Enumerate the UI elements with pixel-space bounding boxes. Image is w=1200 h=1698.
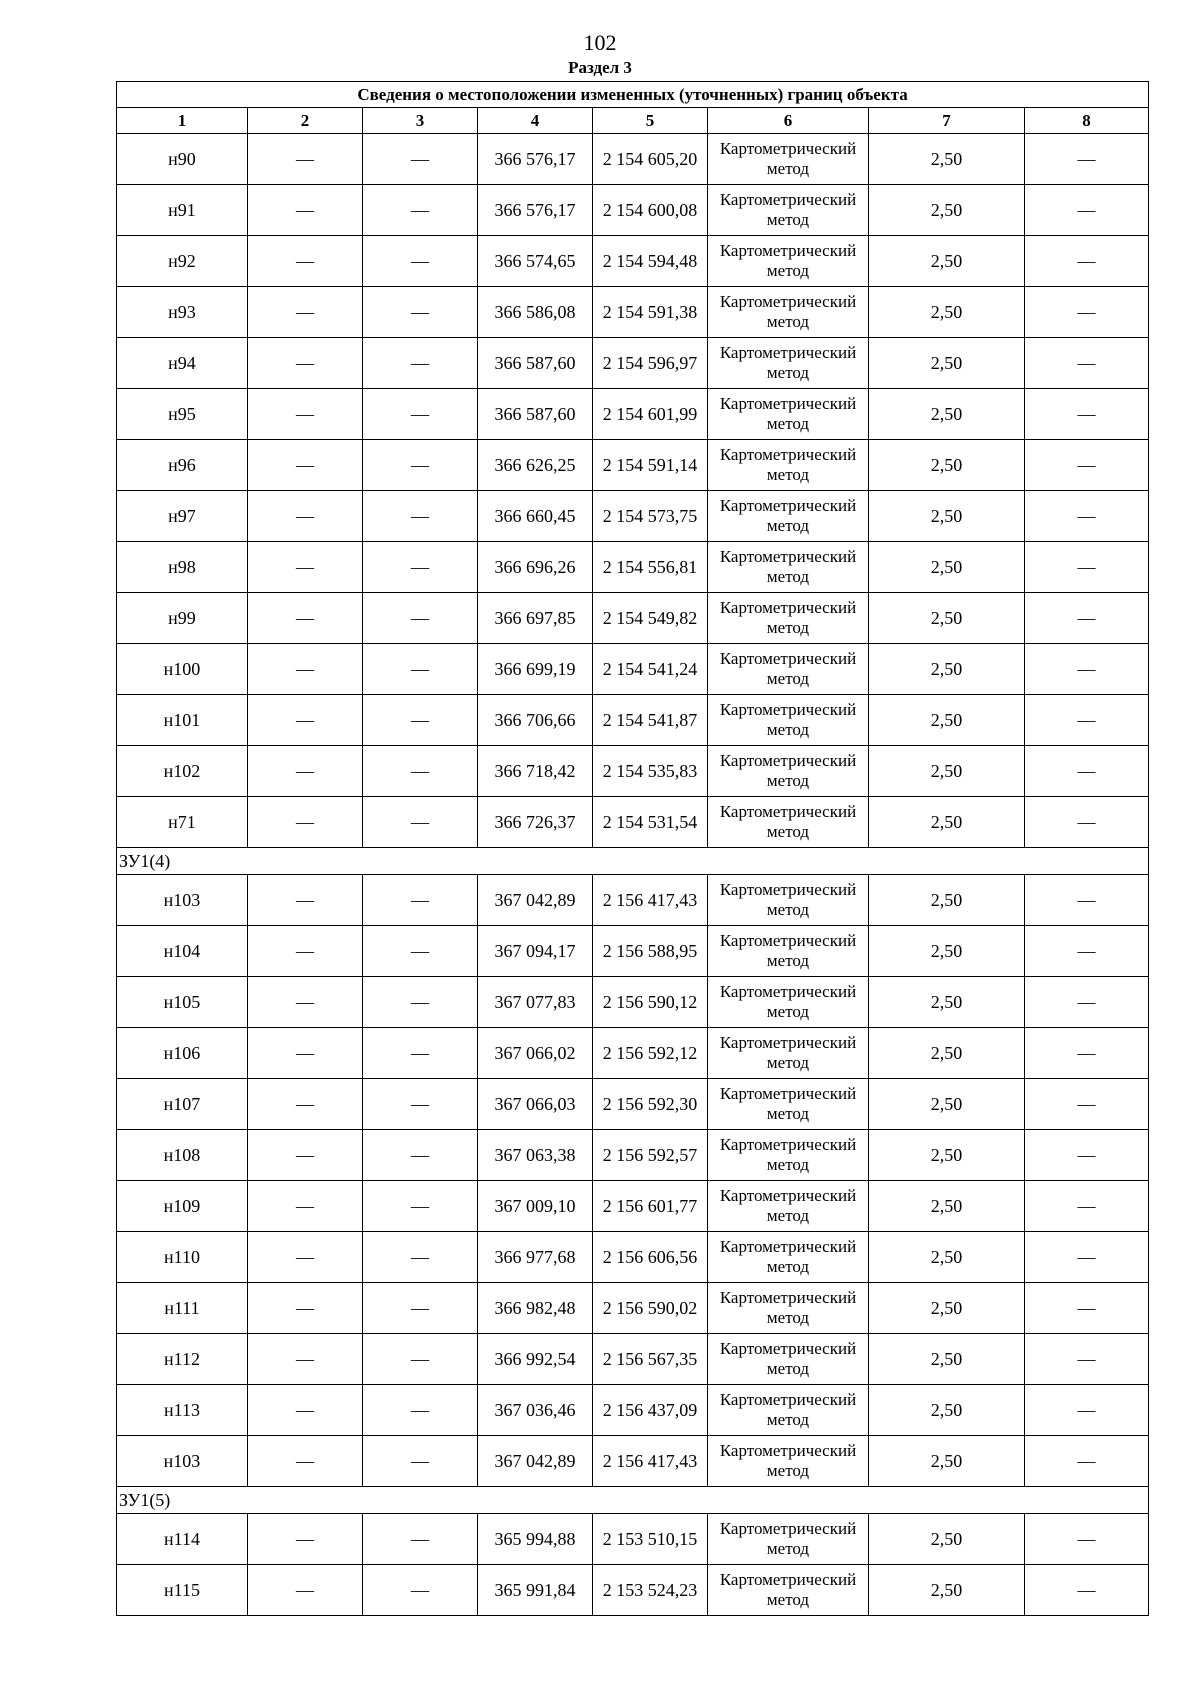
col2-cell: — [248,1283,363,1334]
point-name-cell: н102 [117,746,248,797]
point-name-cell: н110 [117,1232,248,1283]
y-coordinate-cell: 2 154 549,82 [593,593,708,644]
table-row [117,1181,1149,1232]
table-row [117,695,1149,746]
col3-cell: — [363,338,478,389]
method-cell: Картометрический метод [708,1130,869,1181]
accuracy-cell: 2,50 [869,926,1025,977]
group-label: ЗУ1(5) [117,1487,1149,1514]
col2-cell: — [248,1334,363,1385]
table-row [117,593,1149,644]
y-coordinate-cell: 2 154 596,97 [593,338,708,389]
y-coordinate-cell: 2 154 605,20 [593,134,708,185]
x-coordinate-cell: 366 576,17 [478,185,593,236]
y-coordinate-cell: 2 154 531,54 [593,797,708,848]
method-cell: Картометрический метод [708,875,869,926]
col3-cell: — [363,695,478,746]
group-label: ЗУ1(4) [117,848,1149,875]
col8-cell: — [1025,593,1149,644]
point-name-cell: н98 [117,542,248,593]
y-coordinate-cell: 2 154 556,81 [593,542,708,593]
col8-cell: — [1025,542,1149,593]
col2-cell: — [248,1514,363,1565]
col2-cell: — [248,797,363,848]
col8-cell: — [1025,926,1149,977]
table-caption-row [117,82,1149,108]
point-name-cell: н106 [117,1028,248,1079]
col8-cell: — [1025,185,1149,236]
method-cell: Картометрический метод [708,236,869,287]
point-name-cell: н99 [117,593,248,644]
accuracy-cell: 2,50 [869,1385,1025,1436]
col2-cell: — [248,977,363,1028]
col2-cell: — [248,1028,363,1079]
col2-cell: — [248,236,363,287]
accuracy-cell: 2,50 [869,1028,1025,1079]
accuracy-cell: 2,50 [869,1334,1025,1385]
accuracy-cell: 2,50 [869,1436,1025,1487]
col8-cell: — [1025,1283,1149,1334]
col8-cell: — [1025,1514,1149,1565]
point-name-cell: н115 [117,1565,248,1616]
col2-cell: — [248,593,363,644]
accuracy-cell: 2,50 [869,1232,1025,1283]
table-row [117,1436,1149,1487]
table-row [117,1079,1149,1130]
col2-cell: — [248,1079,363,1130]
boundary-coordinates-table [116,81,1149,1616]
col3-cell: — [363,926,478,977]
col3-cell: — [363,440,478,491]
method-cell: Картометрический метод [708,977,869,1028]
accuracy-cell: 2,50 [869,542,1025,593]
method-cell: Картометрический метод [708,1385,869,1436]
y-coordinate-cell: 2 154 535,83 [593,746,708,797]
method-cell: Картометрический метод [708,1079,869,1130]
col3-cell: — [363,593,478,644]
accuracy-cell: 2,50 [869,593,1025,644]
method-cell: Картометрический метод [708,134,869,185]
col3-cell: — [363,236,478,287]
method-cell: Картометрический метод [708,797,869,848]
method-cell: Картометрический метод [708,695,869,746]
col3-cell: — [363,1565,478,1616]
point-name-cell: н90 [117,134,248,185]
table-row [117,1334,1149,1385]
y-coordinate-cell: 2 154 541,24 [593,644,708,695]
col8-cell: — [1025,644,1149,695]
x-coordinate-cell: 367 042,89 [478,875,593,926]
col8-cell: — [1025,797,1149,848]
col8-cell: — [1025,1385,1149,1436]
y-coordinate-cell: 2 153 524,23 [593,1565,708,1616]
col2-cell: — [248,134,363,185]
point-name-cell: н107 [117,1079,248,1130]
point-name-cell: н94 [117,338,248,389]
table-row [117,236,1149,287]
accuracy-cell: 2,50 [869,1079,1025,1130]
point-name-cell: н93 [117,287,248,338]
x-coordinate-cell: 366 574,65 [478,236,593,287]
method-cell: Картометрический метод [708,644,869,695]
y-coordinate-cell: 2 156 606,56 [593,1232,708,1283]
table-row [117,440,1149,491]
method-cell: Картометрический метод [708,926,869,977]
x-coordinate-cell: 367 066,02 [478,1028,593,1079]
col2-cell: — [248,1130,363,1181]
y-coordinate-cell: 2 156 417,43 [593,1436,708,1487]
y-coordinate-cell: 2 156 590,12 [593,977,708,1028]
table-row [117,542,1149,593]
group-header-row [117,848,1149,875]
x-coordinate-cell: 366 626,25 [478,440,593,491]
x-coordinate-cell: 366 982,48 [478,1283,593,1334]
x-coordinate-cell: 367 042,89 [478,1436,593,1487]
col3-cell: — [363,1514,478,1565]
col8-cell: — [1025,1130,1149,1181]
y-coordinate-cell: 2 156 437,09 [593,1385,708,1436]
col3-cell: — [363,1232,478,1283]
col2-cell: — [248,185,363,236]
point-name-cell: н91 [117,185,248,236]
y-coordinate-cell: 2 156 592,57 [593,1130,708,1181]
col8-cell: — [1025,491,1149,542]
col8-cell: — [1025,746,1149,797]
accuracy-cell: 2,50 [869,1130,1025,1181]
col2-cell: — [248,1232,363,1283]
accuracy-cell: 2,50 [869,1514,1025,1565]
col8-cell: — [1025,440,1149,491]
accuracy-cell: 2,50 [869,287,1025,338]
y-coordinate-cell: 2 156 590,02 [593,1283,708,1334]
method-cell: Картометрический метод [708,1436,869,1487]
point-name-cell: н103 [117,1436,248,1487]
accuracy-cell: 2,50 [869,1283,1025,1334]
col3-cell: — [363,287,478,338]
accuracy-cell: 2,50 [869,440,1025,491]
column-number: 2 [248,108,363,134]
col2-cell: — [248,491,363,542]
x-coordinate-cell: 366 586,08 [478,287,593,338]
x-coordinate-cell: 366 587,60 [478,338,593,389]
y-coordinate-cell: 2 156 592,12 [593,1028,708,1079]
accuracy-cell: 2,50 [869,797,1025,848]
point-name-cell: н71 [117,797,248,848]
col2-cell: — [248,746,363,797]
col3-cell: — [363,1385,478,1436]
accuracy-cell: 2,50 [869,977,1025,1028]
table-row [117,875,1149,926]
col8-cell: — [1025,977,1149,1028]
point-name-cell: н109 [117,1181,248,1232]
table-row [117,287,1149,338]
point-name-cell: н108 [117,1130,248,1181]
col8-cell: — [1025,1334,1149,1385]
table-row [117,338,1149,389]
col2-cell: — [248,542,363,593]
y-coordinate-cell: 2 154 600,08 [593,185,708,236]
table-row [117,644,1149,695]
accuracy-cell: 2,50 [869,389,1025,440]
x-coordinate-cell: 367 066,03 [478,1079,593,1130]
point-name-cell: н96 [117,440,248,491]
method-cell: Картометрический метод [708,1514,869,1565]
accuracy-cell: 2,50 [869,236,1025,287]
col2-cell: — [248,389,363,440]
col2-cell: — [248,287,363,338]
group-header-row [117,1487,1149,1514]
accuracy-cell: 2,50 [869,875,1025,926]
accuracy-cell: 2,50 [869,134,1025,185]
table-row [117,1130,1149,1181]
accuracy-cell: 2,50 [869,746,1025,797]
x-coordinate-cell: 366 587,60 [478,389,593,440]
page-number: 102 [583,30,617,55]
y-coordinate-cell: 2 154 573,75 [593,491,708,542]
col2-cell: — [248,695,363,746]
y-coordinate-cell: 2 156 592,30 [593,1079,708,1130]
method-cell: Картометрический метод [708,593,869,644]
col2-cell: — [248,926,363,977]
col2-cell: — [248,338,363,389]
y-coordinate-cell: 2 156 417,43 [593,875,708,926]
column-number: 3 [363,108,478,134]
table-row [117,389,1149,440]
point-name-cell: н100 [117,644,248,695]
column-number: 6 [708,108,869,134]
col2-cell: — [248,875,363,926]
accuracy-cell: 2,50 [869,695,1025,746]
col8-cell: — [1025,1079,1149,1130]
method-cell: Картометрический метод [708,287,869,338]
col3-cell: — [363,134,478,185]
method-cell: Картометрический метод [708,542,869,593]
x-coordinate-cell: 367 077,83 [478,977,593,1028]
col3-cell: — [363,1130,478,1181]
col2-cell: — [248,1436,363,1487]
x-coordinate-cell: 366 726,37 [478,797,593,848]
method-cell: Картометрический метод [708,389,869,440]
accuracy-cell: 2,50 [869,338,1025,389]
accuracy-cell: 2,50 [869,644,1025,695]
x-coordinate-cell: 366 660,45 [478,491,593,542]
col3-cell: — [363,746,478,797]
accuracy-cell: 2,50 [869,1181,1025,1232]
col3-cell: — [363,1436,478,1487]
col2-cell: — [248,1565,363,1616]
point-name-cell: н105 [117,977,248,1028]
point-name-cell: н113 [117,1385,248,1436]
method-cell: Картометрический метод [708,746,869,797]
accuracy-cell: 2,50 [869,1565,1025,1616]
section-title: Раздел 3 [568,58,632,77]
method-cell: Картометрический метод [708,1565,869,1616]
accuracy-cell: 2,50 [869,185,1025,236]
col3-cell: — [363,1283,478,1334]
col3-cell: — [363,977,478,1028]
col3-cell: — [363,1334,478,1385]
x-coordinate-cell: 366 696,26 [478,542,593,593]
col2-cell: — [248,1385,363,1436]
col2-cell: — [248,440,363,491]
method-cell: Картометрический метод [708,1232,869,1283]
method-cell: Картометрический метод [708,1028,869,1079]
y-coordinate-cell: 2 154 591,38 [593,287,708,338]
y-coordinate-cell: 2 156 588,95 [593,926,708,977]
col2-cell: — [248,1181,363,1232]
y-coordinate-cell: 2 156 567,35 [593,1334,708,1385]
point-name-cell: н95 [117,389,248,440]
method-cell: Картометрический метод [708,1283,869,1334]
point-name-cell: н101 [117,695,248,746]
table-row [117,746,1149,797]
y-coordinate-cell: 2 154 594,48 [593,236,708,287]
column-number: 5 [593,108,708,134]
column-number: 7 [869,108,1025,134]
x-coordinate-cell: 367 063,38 [478,1130,593,1181]
point-name-cell: н104 [117,926,248,977]
method-cell: Картометрический метод [708,440,869,491]
table-row [117,491,1149,542]
method-cell: Картометрический метод [708,1181,869,1232]
x-coordinate-cell: 366 977,68 [478,1232,593,1283]
table-row [117,1232,1149,1283]
column-number: 1 [117,108,248,134]
method-cell: Картометрический метод [708,491,869,542]
table-caption: Сведения о местоположении измененных (уточненных) границ объекта [117,82,1149,108]
table-row [117,1283,1149,1334]
method-cell: Картометрический метод [708,185,869,236]
point-name-cell: н97 [117,491,248,542]
x-coordinate-cell: 366 718,42 [478,746,593,797]
col3-cell: — [363,1028,478,1079]
col3-cell: — [363,185,478,236]
column-number: 4 [478,108,593,134]
col3-cell: — [363,1181,478,1232]
col8-cell: — [1025,389,1149,440]
col8-cell: — [1025,134,1149,185]
x-coordinate-cell: 366 576,17 [478,134,593,185]
table-row [117,1565,1149,1616]
col8-cell: — [1025,338,1149,389]
column-number-row [117,108,1149,134]
col3-cell: — [363,797,478,848]
table-row [117,926,1149,977]
x-coordinate-cell: 367 094,17 [478,926,593,977]
col8-cell: — [1025,1436,1149,1487]
x-coordinate-cell: 367 036,46 [478,1385,593,1436]
col3-cell: — [363,542,478,593]
col8-cell: — [1025,287,1149,338]
method-cell: Картометрический метод [708,338,869,389]
y-coordinate-cell: 2 154 591,14 [593,440,708,491]
table-row [117,977,1149,1028]
x-coordinate-cell: 366 706,66 [478,695,593,746]
col8-cell: — [1025,1232,1149,1283]
table-row [117,797,1149,848]
x-coordinate-cell: 366 699,19 [478,644,593,695]
table-row [117,1385,1149,1436]
col3-cell: — [363,389,478,440]
table-row [117,1514,1149,1565]
table-row [117,185,1149,236]
x-coordinate-cell: 366 697,85 [478,593,593,644]
table-row [117,1028,1149,1079]
method-cell: Картометрический метод [708,1334,869,1385]
col2-cell: — [248,644,363,695]
col8-cell: — [1025,875,1149,926]
x-coordinate-cell: 365 991,84 [478,1565,593,1616]
table-row [117,134,1149,185]
col8-cell: — [1025,236,1149,287]
column-number: 8 [1025,108,1149,134]
col3-cell: — [363,1079,478,1130]
point-name-cell: н112 [117,1334,248,1385]
col8-cell: — [1025,1565,1149,1616]
point-name-cell: н111 [117,1283,248,1334]
y-coordinate-cell: 2 153 510,15 [593,1514,708,1565]
col3-cell: — [363,644,478,695]
y-coordinate-cell: 2 156 601,77 [593,1181,708,1232]
col8-cell: — [1025,1028,1149,1079]
accuracy-cell: 2,50 [869,491,1025,542]
point-name-cell: н114 [117,1514,248,1565]
col8-cell: — [1025,1181,1149,1232]
x-coordinate-cell: 366 992,54 [478,1334,593,1385]
point-name-cell: н92 [117,236,248,287]
col3-cell: — [363,491,478,542]
col3-cell: — [363,875,478,926]
y-coordinate-cell: 2 154 541,87 [593,695,708,746]
x-coordinate-cell: 367 009,10 [478,1181,593,1232]
point-name-cell: н103 [117,875,248,926]
y-coordinate-cell: 2 154 601,99 [593,389,708,440]
x-coordinate-cell: 365 994,88 [478,1514,593,1565]
col8-cell: — [1025,695,1149,746]
